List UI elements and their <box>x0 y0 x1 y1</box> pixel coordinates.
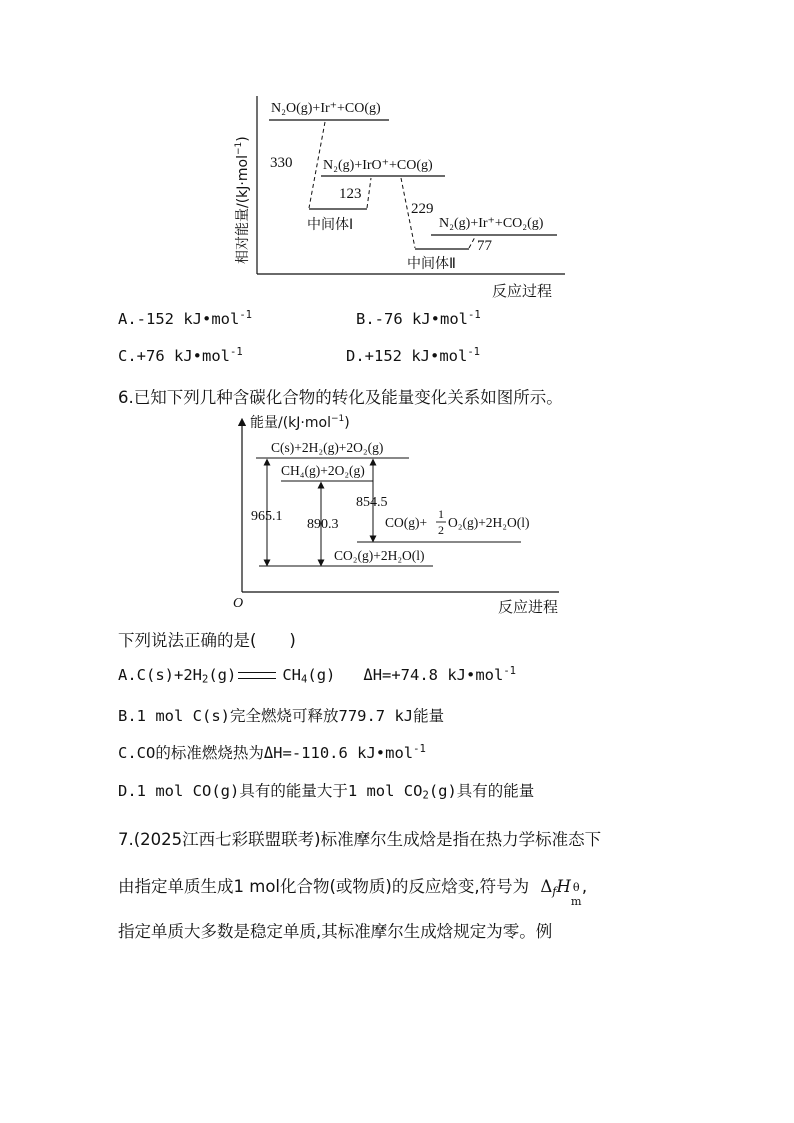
value-123: 123 <box>339 186 362 202</box>
intermediate-2-label: 中间体Ⅱ <box>407 256 456 272</box>
q6-option-d[interactable]: D.1 mol CO(g)具有的能量大于1 mol $CO_2(g)$具有的能量 <box>118 782 535 802</box>
value-890: 890.3 <box>307 517 339 532</box>
energy-diagram-1 <box>225 92 570 302</box>
value-854: 854.5 <box>356 495 388 510</box>
q6-option-c[interactable]: C.CO的标准燃烧热为ΔH=-110.6 kJ•mol$^{-1}$ <box>118 743 426 762</box>
level-start-label: N₂O(g)+Ir⁺+CO(g) <box>271 101 381 116</box>
level-co-label: CO(g)+ <box>385 515 428 530</box>
q5-option-d[interactable]: D.+152 kJ•mol$^{-1}$ <box>346 346 481 365</box>
energy-diagram-2 <box>225 410 570 615</box>
value-965: 965.1 <box>251 509 283 524</box>
y-axis-label: 能量/(kJ·mol$^{-1}$) <box>250 414 350 431</box>
q6-option-b[interactable]: B.1 mol C(s)完全燃烧可释放779.7 kJ能量 <box>118 707 445 725</box>
level-co-frac-num: 1 <box>438 507 444 521</box>
value-330: 330 <box>270 155 293 171</box>
q5-option-b[interactable]: B.-76 kJ•mol$^{-1}$ <box>356 309 481 328</box>
dash-4 <box>469 237 475 248</box>
y-axis-label: 相对能量/(kJ·mol$^{-1}$) <box>234 136 251 264</box>
level-co-frac-den: 2 <box>438 523 444 537</box>
q7-line-1: 7.(2025江西七彩联盟联考)标准摩尔生成焓是指在热力学标准态下 <box>118 830 602 849</box>
level-ch4-label: CH₄(g)+2O₂(g) <box>281 463 365 478</box>
q5-option-a[interactable]: A.-152 kJ•mol$^{-1}$ <box>118 309 253 328</box>
intermediate-1-label: 中间体Ⅰ <box>307 217 354 233</box>
x-axis-label: 反应进程 <box>498 598 559 615</box>
q6-option-a[interactable]: $A.C(s)+2H_2(g)$ $CH_4(g)$ ΔH=+74.8 kJ•mol$^{-1}$ <box>118 665 517 686</box>
level-end-label: N₂(g)+Ir⁺+CO₂(g) <box>439 216 544 231</box>
origin-label: O <box>233 596 244 611</box>
q7-line-2: 由指定单质生成1 mol化合物(或物质)的反应焓变,符号为 $\Delta_fH$ θ m , <box>118 877 588 908</box>
dash-2 <box>367 178 371 208</box>
value-229: 229 <box>411 201 434 217</box>
level-mid-label: N₂(g)+IrO⁺+CO(g) <box>323 158 433 173</box>
enthalpy-symbol: $\Delta_fH$ θ m <box>540 877 582 908</box>
level-top-label: C(s)+2H₂(g)+2O₂(g) <box>271 440 384 455</box>
q5-option-c[interactable]: C.+76 kJ•mol$^{-1}$ <box>118 346 243 365</box>
q6-question: 下列说法正确的是( ) <box>118 631 296 650</box>
level-co-label-end: O₂(g)+2H₂O(l) <box>448 515 530 530</box>
level-bottom-label: CO₂(g)+2H₂O(l) <box>334 548 425 563</box>
equals-sign <box>238 672 276 679</box>
value-77: 77 <box>477 238 492 254</box>
x-axis-label: 反应过程 <box>492 282 553 300</box>
q6-stem: 6.已知下列几种含碳化合物的转化及能量变化关系如图所示。 <box>118 388 563 407</box>
q7-line-3: 指定单质大多数是稳定单质,其标准摩尔生成焓规定为零。例 <box>118 922 553 941</box>
